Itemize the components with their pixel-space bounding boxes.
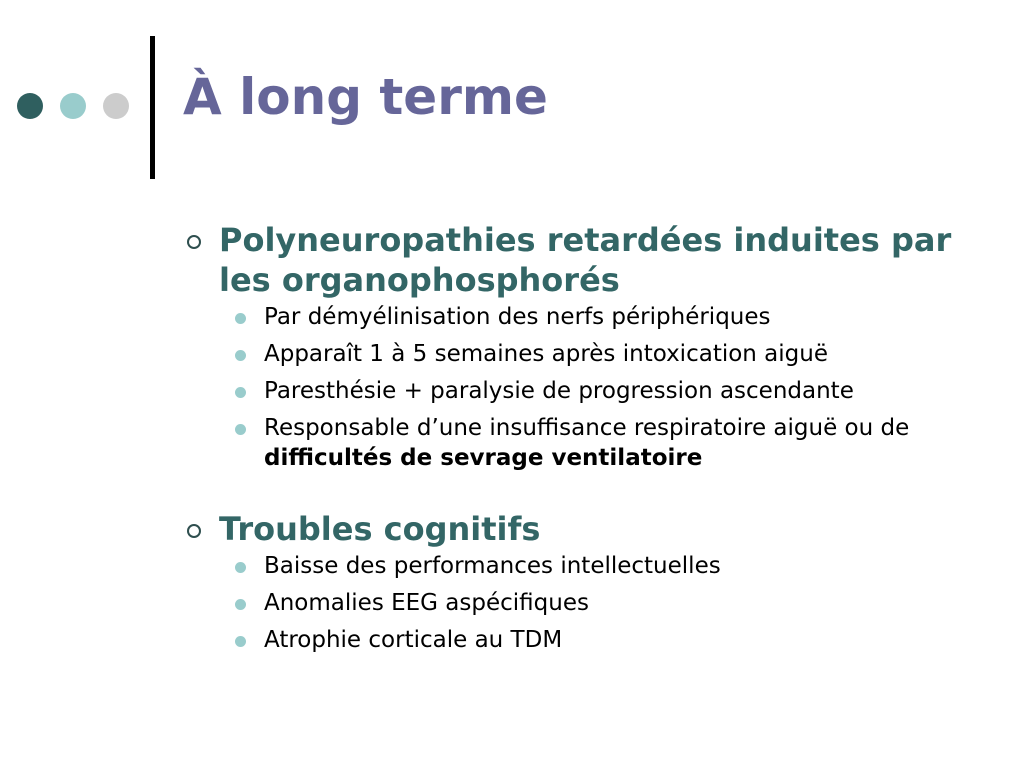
list-item-bold-text: difficultés de sevrage ventilatoire bbox=[264, 445, 703, 471]
list-item-text: Baisse des performances intellectuelles bbox=[264, 553, 721, 579]
list-item bbox=[264, 302, 983, 332]
bullet-list bbox=[219, 551, 983, 655]
dot-bullet-icon bbox=[235, 636, 246, 647]
section-heading: Troubles cognitifs bbox=[219, 510, 541, 548]
list-item bbox=[264, 413, 983, 473]
bullet-list bbox=[219, 302, 983, 473]
dot-bullet-icon bbox=[235, 350, 246, 361]
list-item-text: Responsable d’une insuffisance respiratoire aiguë ou de bbox=[264, 415, 910, 441]
section-heading: Polyneuropathies retardées induites par les organophosphorés bbox=[219, 221, 952, 299]
decor-dot-dark bbox=[17, 93, 43, 119]
ring-bullet-icon bbox=[187, 235, 201, 249]
dot-bullet-icon bbox=[235, 599, 246, 610]
decor-dot-light bbox=[60, 93, 86, 119]
list-item-text: Par démyélinisation des nerfs périphériques bbox=[264, 304, 771, 330]
dot-bullet-icon bbox=[235, 562, 246, 573]
list-item bbox=[264, 551, 983, 581]
section-polyneuropathies bbox=[183, 220, 983, 473]
dot-bullet-icon bbox=[235, 424, 246, 435]
list-item-text: Anomalies EEG aspécifiques bbox=[264, 590, 589, 616]
list-item-text: Paresthésie + paralysie de progression ascendante bbox=[264, 378, 854, 404]
list-item bbox=[264, 376, 983, 406]
list-item-text: Apparaît 1 à 5 semaines après intoxication aiguë bbox=[264, 341, 828, 367]
list-item-text: Atrophie corticale au TDM bbox=[264, 627, 563, 653]
slide-content bbox=[183, 220, 983, 662]
dot-bullet-icon bbox=[235, 313, 246, 324]
slide-title: À long terme bbox=[183, 68, 548, 126]
list-item bbox=[264, 625, 983, 655]
dot-bullet-icon bbox=[235, 387, 246, 398]
list-item bbox=[264, 339, 983, 369]
decor-dot-grey bbox=[103, 93, 129, 119]
section-troubles-cognitifs bbox=[183, 509, 983, 655]
list-item bbox=[264, 588, 983, 618]
title-divider bbox=[150, 36, 155, 179]
ring-bullet-icon bbox=[187, 524, 201, 538]
